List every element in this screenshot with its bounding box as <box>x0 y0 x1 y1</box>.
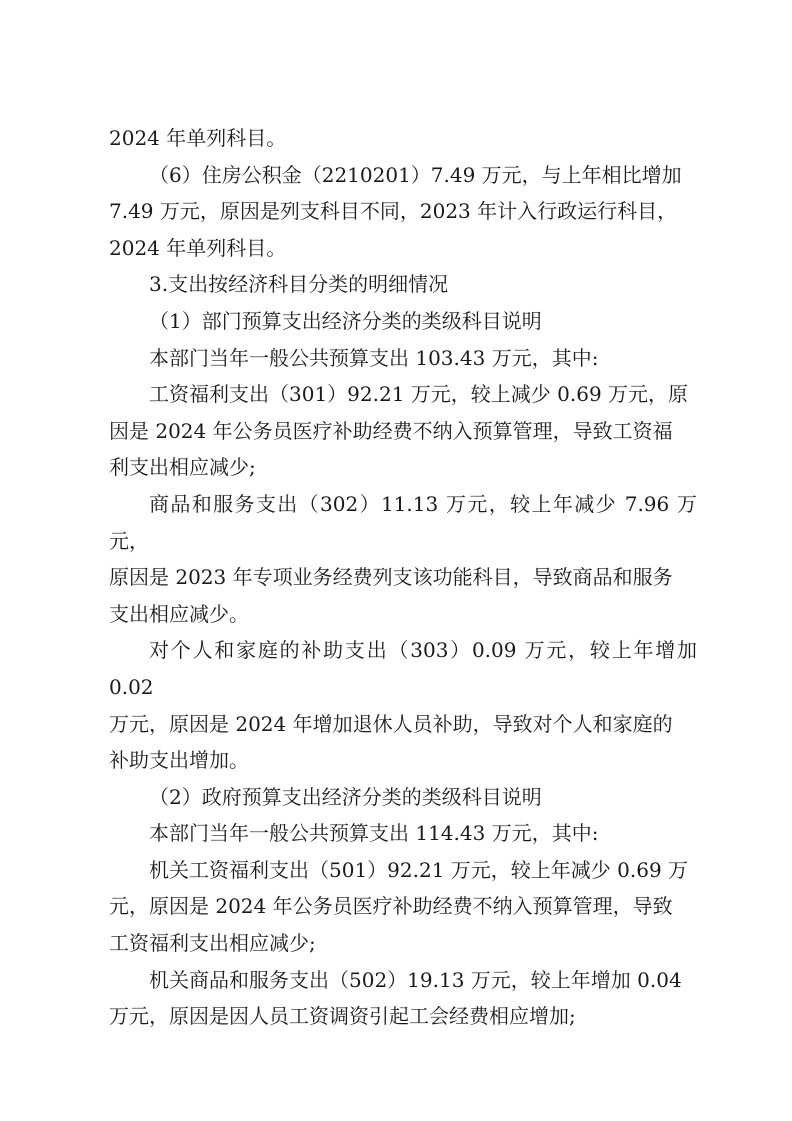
text-line: 7.49 万元，原因是列支科目不同，2023 年计入行政运行科目， <box>109 199 678 224</box>
text-line: 因是 2024 年公务员医疗补助经费不纳入预算管理，导致工资福 <box>109 418 673 443</box>
text-line: 2024 年单列科目。 <box>109 235 287 260</box>
text-line: 对个人和家庭的补助支出（303）0.09 万元，较上年增加 0.02 <box>109 638 704 699</box>
text-line: 工资福利支出相应减少; <box>109 931 316 956</box>
subsection-heading: （2）政府预算支出经济分类的类级科目说明 <box>149 784 542 809</box>
text-line: 机关商品和服务支出（502）19.13 万元，较上年增加 0.04 <box>149 967 682 992</box>
text-line: 工资福利支出（301）92.21 万元，较上减少 0.69 万元，原 <box>149 382 689 407</box>
text-line: 万元，原因是 2024 年增加退休人员补助，导致对个人和家庭的 <box>109 711 673 736</box>
text-line: 2024 年单列科目。 <box>109 126 287 150</box>
text-line: （6）住房公积金（2210201）7.49 万元，与上年相比增加 <box>149 162 682 187</box>
text-line: 本部门当年一般公共预算支出 103.43 万元，其中: <box>149 345 599 370</box>
text-line: 万元，原因是因人员工资调资引起工会经费相应增加; <box>109 1004 576 1029</box>
text-line: 补助支出增加。 <box>109 748 249 773</box>
text-line: 元，原因是 2024 年公务员医疗补助经费不纳入预算管理，导致 <box>109 894 673 919</box>
document-body <box>109 120 704 1035</box>
text-line: 本部门当年一般公共预算支出 114.43 万元，其中: <box>149 821 599 846</box>
text-line: 商品和服务支出（302）11.13 万元，较上年减少 7.96 万元， <box>109 491 697 553</box>
text-line: 利支出相应减少; <box>109 455 256 480</box>
text-line: 支出相应减少。 <box>109 601 249 626</box>
text-line: 机关工资福利支出（501）92.21 万元，较上年减少 0.69 万 <box>149 857 689 882</box>
subsection-heading: （1）部门预算支出经济分类的类级科目说明 <box>149 308 542 333</box>
section-heading: 3.支出按经济科目分类的明细情况 <box>149 272 449 297</box>
text-line: 原因是 2023 年专项业务经费列支该功能科目，导致商品和服务 <box>109 565 673 590</box>
